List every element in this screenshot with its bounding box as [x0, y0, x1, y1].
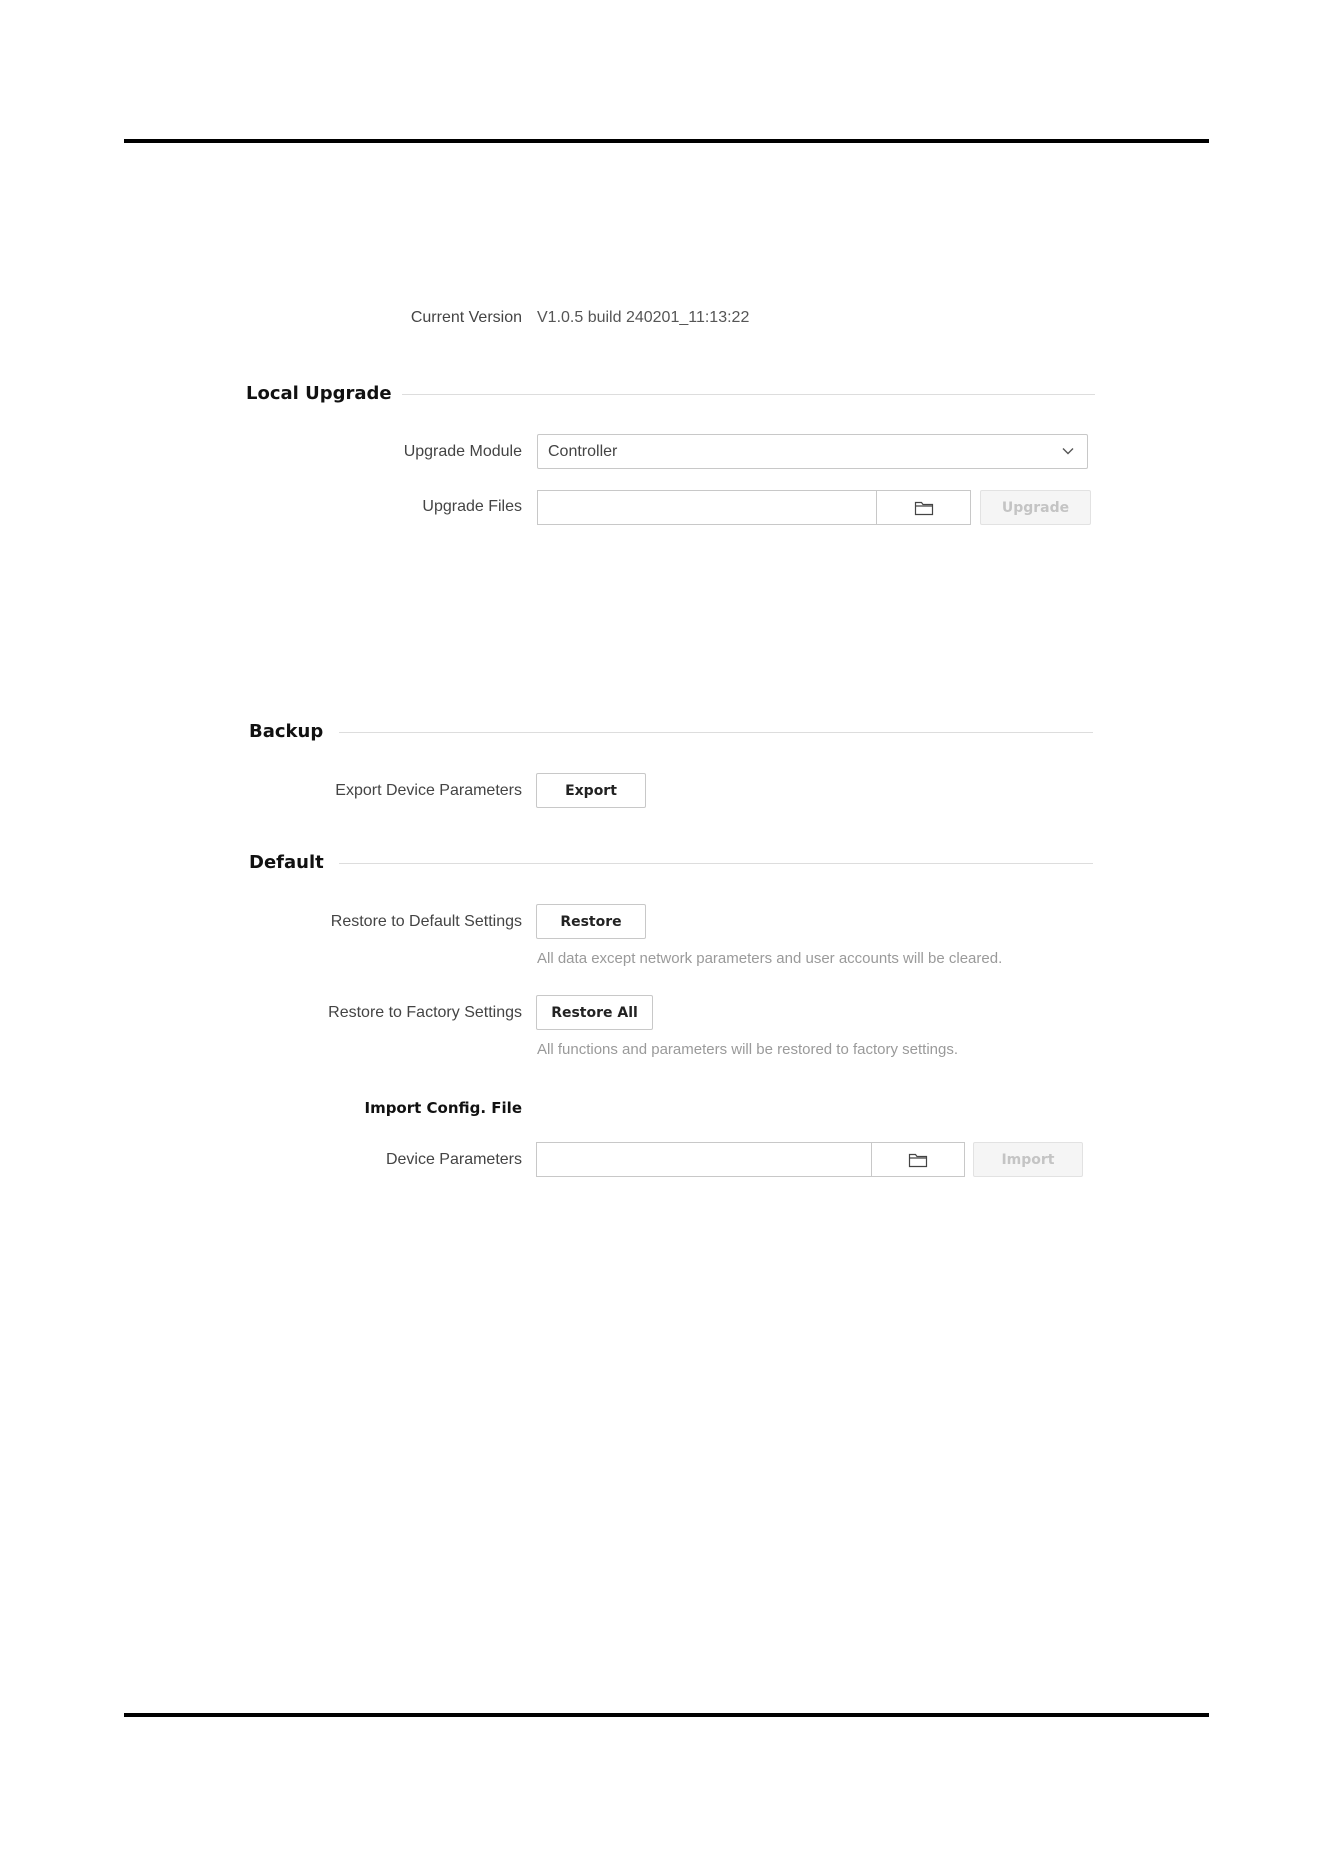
folder-icon [908, 1152, 928, 1168]
current-version-label: Current Version [410, 309, 522, 326]
restore-factory-label: Restore to Factory Settings [328, 1004, 522, 1021]
restore-all-button[interactable]: Restore All [536, 995, 653, 1030]
default-title: Default [249, 852, 324, 873]
upgrade-module-label: Upgrade Module [403, 443, 522, 460]
factory-hint: All functions and parameters will be restored to factory settings. [537, 1041, 959, 1058]
device-parameters-browse-button[interactable] [871, 1143, 964, 1176]
upgrade-button[interactable]: Upgrade [980, 490, 1091, 525]
import-config-title: Import Config. File [364, 1099, 522, 1117]
restore-button[interactable]: Restore [536, 904, 646, 939]
local-upgrade-title: Local Upgrade [246, 383, 392, 404]
restore-default-label: Restore to Default Settings [330, 913, 522, 930]
chevron-down-icon [1061, 444, 1075, 458]
section-divider [339, 863, 1093, 864]
current-version-value: V1.0.5 build 240201_11:13:22 [537, 309, 750, 326]
section-divider [402, 394, 1095, 395]
page-header-rule [124, 139, 1209, 143]
export-device-parameters-label: Export Device Parameters [335, 782, 522, 799]
export-button[interactable]: Export [536, 773, 646, 808]
upgrade-files-input[interactable] [538, 491, 876, 524]
upgrade-files-label: Upgrade Files [422, 498, 522, 515]
restore-hint: All data except network parameters and user accounts will be cleared. [537, 950, 1003, 967]
device-parameters-input[interactable] [537, 1143, 871, 1176]
device-parameters-label: Device Parameters [385, 1151, 522, 1168]
upgrade-files-field [537, 490, 971, 525]
page-footer-rule [124, 1713, 1209, 1717]
upgrade-files-browse-button[interactable] [876, 491, 970, 524]
backup-title: Backup [249, 721, 324, 742]
import-button[interactable]: Import [973, 1142, 1083, 1177]
upgrade-module-selected-value: Controller [548, 443, 618, 460]
section-divider [339, 732, 1093, 733]
device-parameters-field [536, 1142, 965, 1177]
folder-icon [914, 500, 934, 516]
upgrade-module-select[interactable] [537, 434, 1088, 469]
